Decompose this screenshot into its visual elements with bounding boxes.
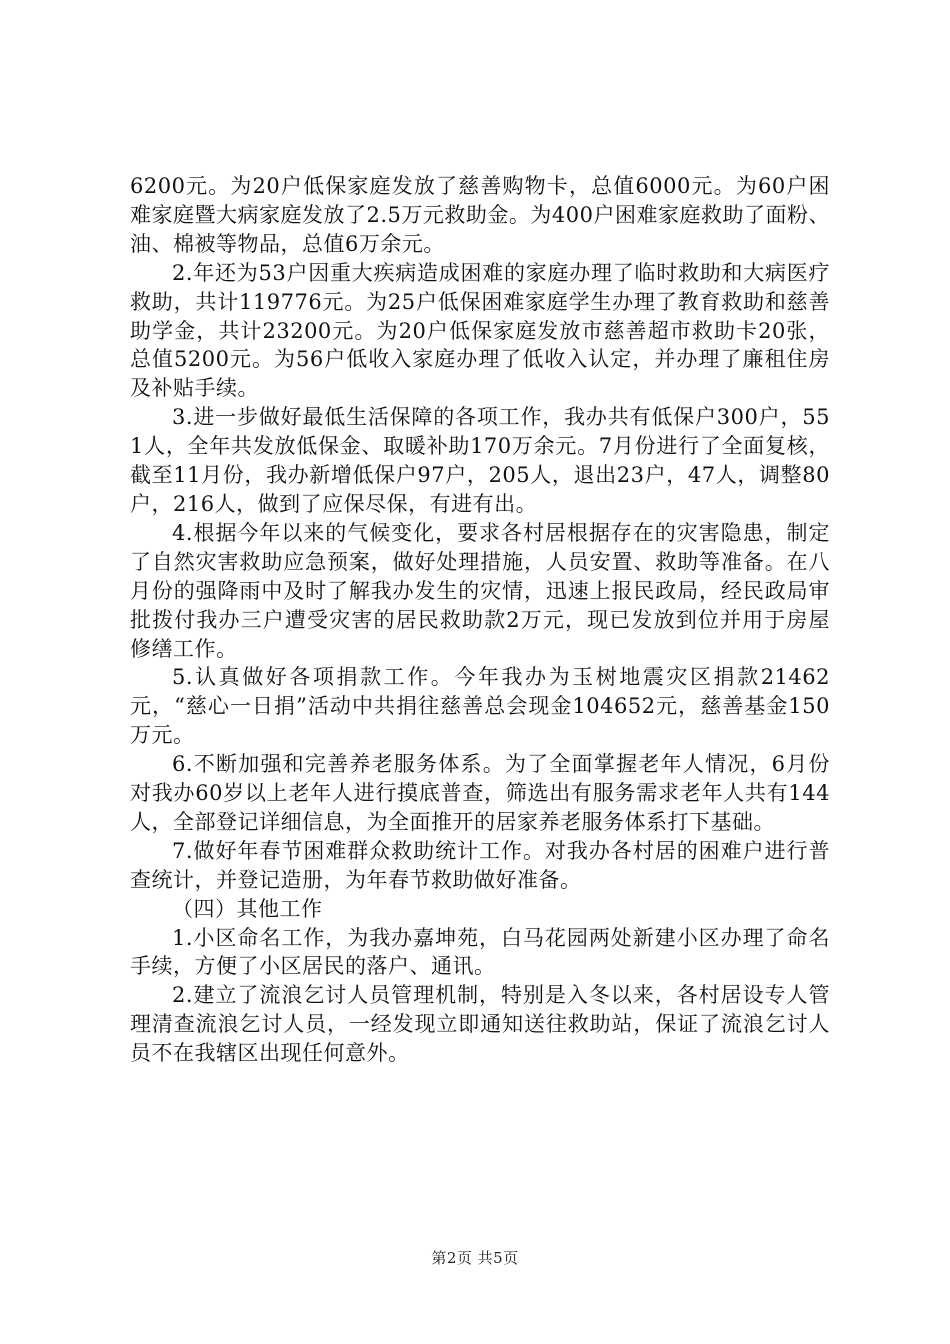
paragraph-9: 2.建立了流浪乞讨人员管理机制，特别是入冬以来，各村居设专人管理清查流浪乞讨人员，一经发现立即通知送往救助站，保证了流浪乞讨人员不在我辖区出现任何意外。 [130, 983, 830, 1066]
paragraph-3: 3.进一步做好最低生活保障的各项工作，我办共有低保户300户，551人，全年共发放低保金、取暖补助170万余元。7月份进行了全面复核，截至11月份，我办新增低保户97户，205人，退出23户，47人，调整80户，216人，做到了应保尽保，有进有出。 [130, 405, 830, 516]
page-footer: 第2页 共5页 [431, 1249, 519, 1267]
paragraph-1: 6200元。为20户低保家庭发放了慈善购物卡，总值6000元。为60户困难家庭暨大病家庭发放了2.5万元救助金。为400户困难家庭救助了面粉、油、棉被等物品，总值6万余元。 [130, 174, 830, 256]
document-body [130, 172, 830, 1068]
paragraph-6: 6.不断加强和完善养老服务体系。为了全面掌握老年人情况，6月份对我办60岁以上老年人进行摸底普查，筛选出有服务需求老年人共有144人，全部登记详细信息，为全面推开的居家养老服务体系打下基础。 [130, 752, 830, 834]
section-heading-other-work: （四）其他工作 [172, 896, 323, 921]
paragraph-8: 1.小区命名工作，为我办嘉坤苑，白马花园两处新建小区办理了命名手续，方便了小区居民的落户、通讯。 [130, 925, 830, 979]
paragraph-2: 2.年还为53户因重大疾病造成困难的家庭办理了临时救助和大病医疗救助，共计119776元。为25户低保困难家庭学生办理了教育救助和慈善助学金，共计23200元。为20户低保家庭发放市慈善超市救助卡20张，总值5200元。为56户低收入家庭办理了低收入认定，并办理了廉租住房及补贴手续。 [130, 260, 830, 401]
paragraph-5: 5.认真做好各项捐款工作。今年我办为玉树地震灾区捐款21462元，“慈心一日捐”活动中共捐往慈善总会现金104652元，慈善基金150万元。 [130, 665, 830, 748]
paragraph-4: 4.根据今年以来的气候变化，要求各村居根据存在的灾害隐患，制定了自然灾害救助应急预案，做好处理措施，人员安置、救助等准备。在八月份的强降雨中及时了解我办发生的灾情，迅速上报民政局，经民政局审批拨付我办三户遭受灾害的居民救助款2万元，现已发放到位并用于房屋修缮工作。 [130, 520, 830, 661]
paragraph-7: 7.做好年春节困难群众救助统计工作。对我办各村居的困难户进行普查统计，并登记造册，为年春节救助做好准备。 [130, 838, 830, 892]
